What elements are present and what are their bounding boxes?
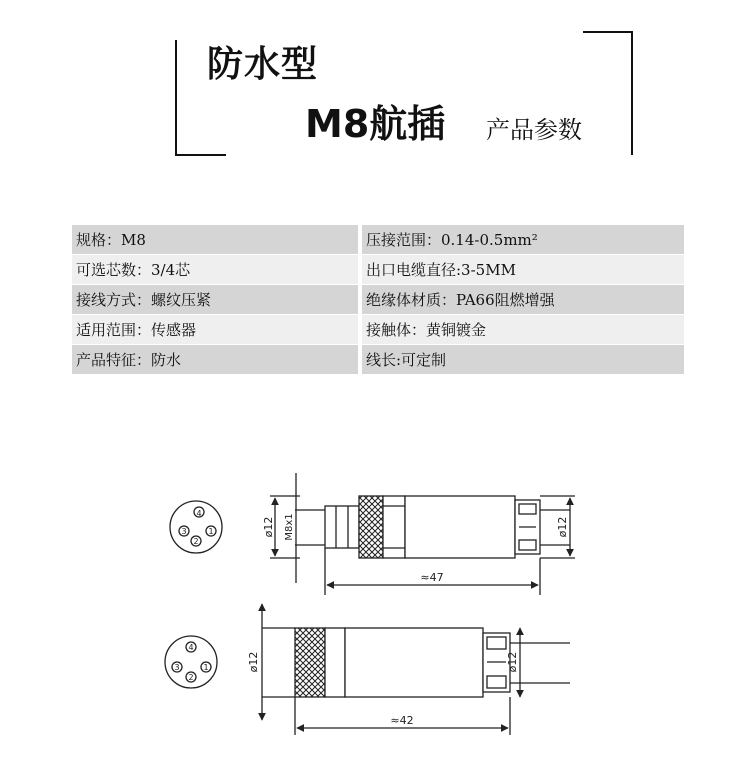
title-line-2: M8航插 [305, 102, 446, 146]
pin-label: 3 [181, 527, 187, 536]
spec-row [72, 225, 684, 255]
pin-label: 1 [208, 527, 214, 536]
spec-cell: 适用范围：传感器 [72, 315, 360, 345]
spec-cell: 产品特征：防水 [72, 345, 360, 375]
spec-cell: 接线方式：螺纹压紧 [72, 285, 360, 315]
spec-cell: 可选芯数：3/4芯 [72, 255, 360, 285]
spec-cell: 规格：M8 [72, 225, 360, 255]
title-subtitle: 产品参数 [486, 116, 582, 144]
pin-label: 4 [188, 643, 194, 652]
dim-right-label: ø12 [506, 651, 519, 673]
spec-row [72, 345, 684, 375]
dim-left-label: ø12 [247, 651, 260, 673]
spec-cell: 绝缘体材质：PA66阻燃增强 [360, 285, 684, 315]
top-connector-drawing [170, 473, 575, 595]
spec-cell: 接触体：黄铜镀金 [360, 315, 684, 345]
dim-length-label: ≈47 [420, 571, 444, 584]
pin-label: 1 [203, 663, 209, 672]
dim-thread-label: M8x1 [284, 513, 295, 541]
spec-row [72, 315, 684, 345]
spec-cell: 压接范围：0.14-0.5mm² [360, 225, 684, 255]
title-line-1: 防水型 [207, 44, 319, 85]
pin-label: 2 [193, 537, 199, 546]
pin-label: 3 [174, 663, 180, 672]
dim-length-label: ≈42 [390, 714, 414, 727]
spec-cell: 线长:可定制 [360, 345, 684, 375]
dim-left-label: ø12 [262, 516, 275, 538]
spec-row [72, 285, 684, 315]
pin-label: 2 [188, 673, 194, 682]
spec-row [72, 255, 684, 285]
title-frame [0, 0, 739, 170]
technical-drawing [0, 440, 739, 779]
spec-cell: 出口电缆直径:3-5MM [360, 255, 684, 285]
pin-label: 4 [196, 509, 202, 518]
dim-right-label: ø12 [556, 516, 569, 538]
spec-table [72, 225, 684, 375]
